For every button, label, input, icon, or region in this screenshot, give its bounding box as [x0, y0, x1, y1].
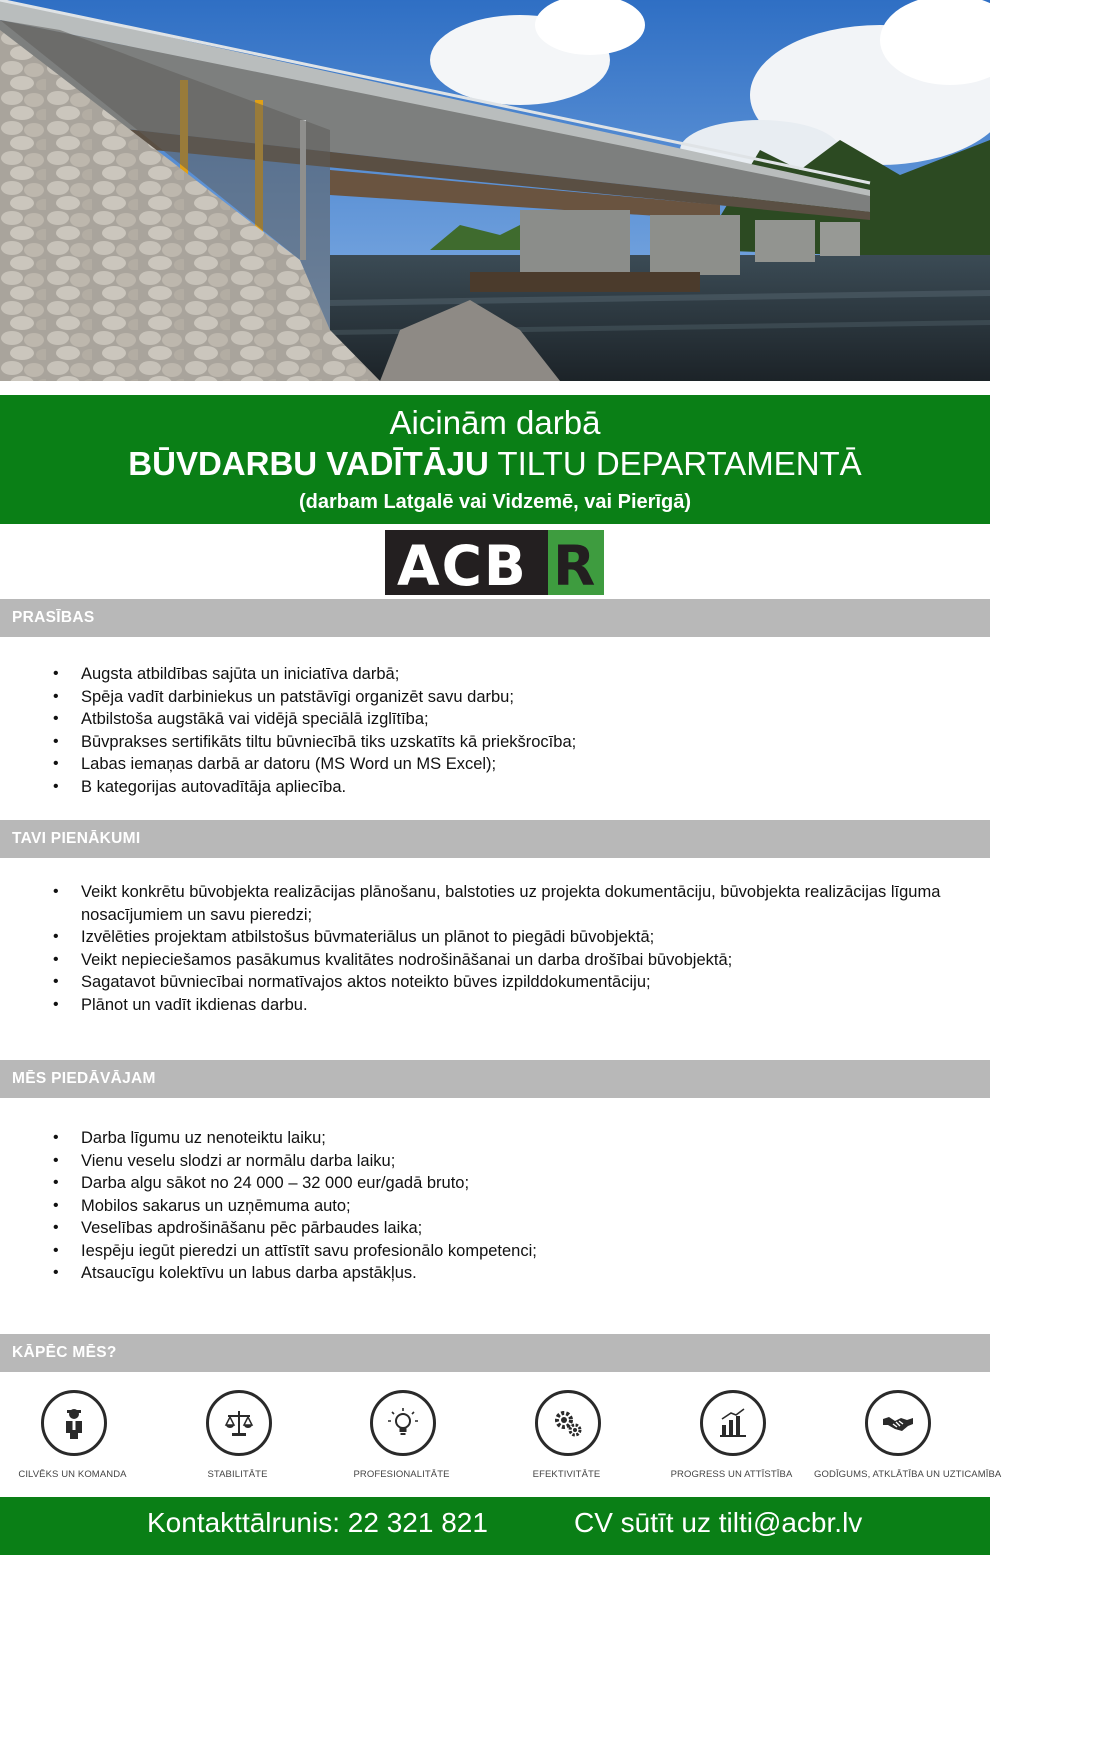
- list-item: • Veikt konkrētu būvobjekta realizācijas plānošanu, balstoties uz projekta dokumentāciju, būvobjekta realizācijas līguma nosacījumiem un savu pieredzi;: [0, 881, 990, 926]
- section-bar-why: [0, 1334, 990, 1372]
- list-item: • Atbilstoša augstākā vai vidējā speciālā izglītība;: [0, 708, 990, 731]
- list-item: • Vienu veselu slodzi ar normālu darba laiku;: [0, 1150, 990, 1173]
- list-item: • Spēja vadīt darbiniekus un patstāvīgi organizēt savu darbu;: [0, 686, 990, 709]
- list-item: • Izvēlēties projektam atbilstošus būvmateriālus un plānot to piegādi būvobjektā;: [0, 926, 990, 949]
- worker-icon: [41, 1390, 107, 1456]
- contact-phone[interactable]: Kontakttālrunis: 22 321 821: [147, 1507, 488, 1538]
- list-item: • Labas iemaņas darbā ar datoru (MS Word un MS Excel);: [0, 753, 990, 776]
- why-item-label: GODĪGUMS, ATKLĀTĪBA UN UZTICAMĪBA: [814, 1469, 1002, 1480]
- list-item: • Veikt nepieciešamos pasākumus kvalitātes nodrošināšanai un darba drošībai būvobjektā;: [0, 949, 990, 972]
- why-item: [155, 1385, 320, 1485]
- why-item-label: CILVĒKS UN KOMANDA: [18, 1469, 127, 1480]
- why-item: [814, 1385, 1002, 1485]
- title-banner: [0, 395, 990, 524]
- banner-line-1: Aicinām darbā: [389, 404, 601, 441]
- list-item: • Darba algu sākot no 24 000 – 32 000 eur/gadā bruto;: [0, 1172, 990, 1195]
- bridge-photo: [0, 0, 990, 381]
- bar-chart-icon: [700, 1390, 766, 1456]
- section-title: TAVI PIENĀKUMI: [12, 830, 141, 847]
- list-item: • Iespēju iegūt pieredzi un attīstīt savu profesionālo kompetenci;: [0, 1240, 990, 1263]
- section-bar-requirements: [0, 599, 990, 637]
- handshake-icon: [865, 1390, 931, 1456]
- list-item: • Sagatavot būvniecībai normatīvajos aktos noteikto būves izpilddokumentāciju;: [0, 971, 990, 994]
- banner-position-title: BŪVDARBU VADĪTĀJU: [128, 445, 489, 482]
- list-item: • Mobilos sakarus un uzņēmuma auto;: [0, 1195, 990, 1218]
- list-item: • Augsta atbildības sajūta un iniciatīva darbā;: [0, 663, 990, 686]
- lightbulb-icon: [370, 1390, 436, 1456]
- acbr-logo: [385, 530, 604, 598]
- duties-list: [0, 881, 990, 1016]
- section-title: KĀPĒC MĒS?: [12, 1344, 117, 1361]
- why-us-icons: [0, 1385, 1002, 1485]
- why-item-label: EFEKTIVITĀTE: [532, 1469, 601, 1480]
- requirements-list: [0, 663, 990, 798]
- logo-text-acb: ACB: [397, 534, 528, 598]
- scales-icon: [206, 1390, 272, 1456]
- why-item: [319, 1385, 484, 1485]
- why-item: [649, 1385, 814, 1485]
- section-bar-offer: [0, 1060, 990, 1098]
- gears-icon: [535, 1390, 601, 1456]
- why-item-label: PROGRESS UN ATTĪSTĪBA: [670, 1469, 793, 1480]
- section-title: PRASĪBAS: [12, 609, 95, 626]
- logo-text-r: R: [553, 534, 598, 598]
- why-item: [0, 1385, 155, 1485]
- list-item: • Atsaucīgu kolektīvu un labus darba apstākļus.: [0, 1262, 990, 1285]
- why-item: [484, 1385, 649, 1485]
- list-item: • Plānot un vadīt ikdienas darbu.: [0, 994, 990, 1017]
- banner-department: TILTU DEPARTAMENTĀ: [488, 445, 862, 482]
- list-item: • B kategorijas autovadītāja apliecība.: [0, 776, 990, 799]
- list-item: • Veselības apdrošināšanu pēc pārbaudes laika;: [0, 1217, 990, 1240]
- list-item: • Būvprakses sertifikāts tiltu būvniecībā tiks uzskatīts kā priekšrocība;: [0, 731, 990, 754]
- why-item-label: PROFESIONALITĀTE: [353, 1469, 450, 1480]
- contact-footer: [0, 1497, 990, 1555]
- banner-line-2: [0, 445, 990, 483]
- list-item: • Darba līgumu uz nenoteiktu laiku;: [0, 1127, 990, 1150]
- section-title: MĒS PIEDĀVĀJAM: [12, 1070, 156, 1087]
- contact-email[interactable]: CV sūtīt uz tilti@acbr.lv: [574, 1507, 863, 1538]
- banner-location: (darbam Latgalē vai Vidzemē, vai Pierīgā): [298, 491, 691, 513]
- section-bar-duties: [0, 820, 990, 858]
- offer-list: [0, 1127, 990, 1285]
- why-item-label: STABILITĀTE: [207, 1469, 268, 1480]
